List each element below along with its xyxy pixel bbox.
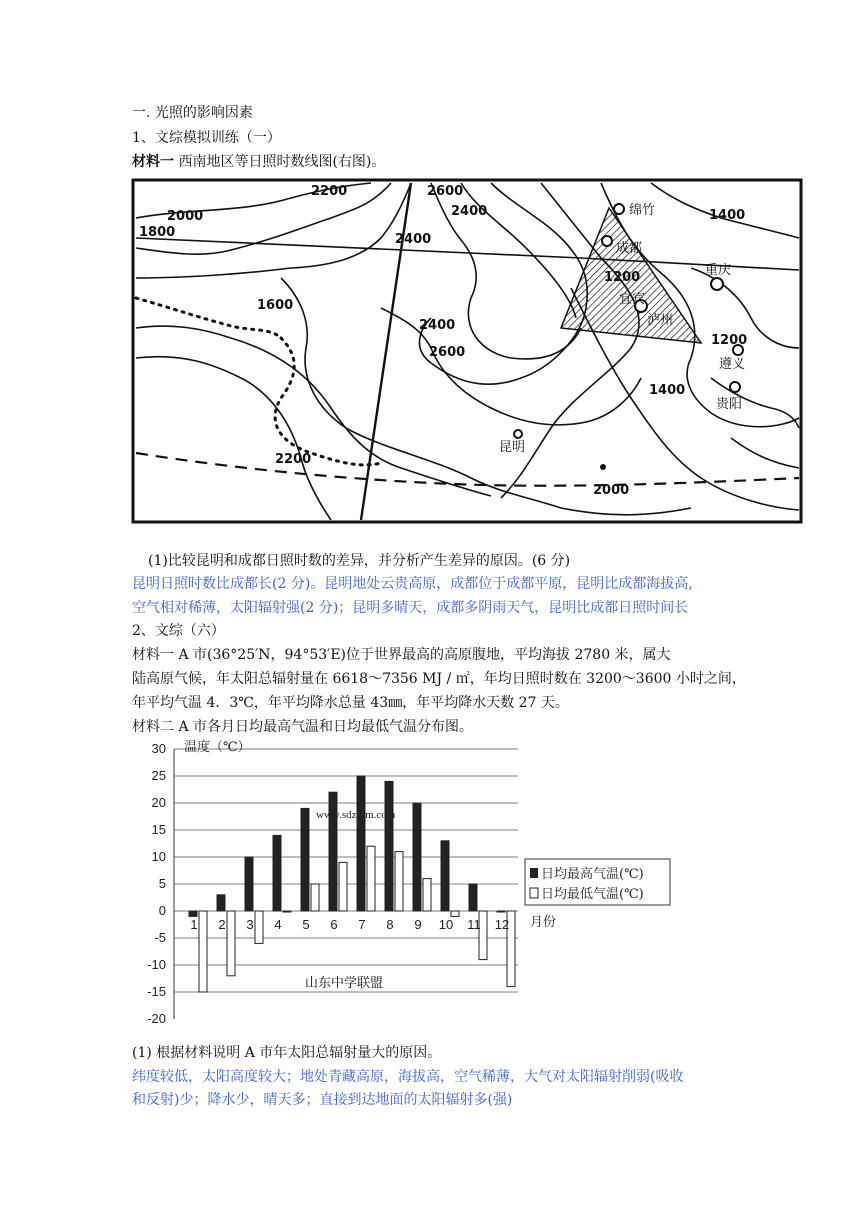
contour-label: 2400: [395, 232, 432, 247]
contour-label: 2200: [311, 184, 348, 199]
contour-label: 2200: [275, 452, 312, 467]
x-tick-labels: [190, 917, 509, 932]
bar-min-temp: [283, 911, 291, 912]
map-frame: [133, 180, 801, 522]
y-tick-label: 5: [158, 876, 166, 891]
contour-label: 2000: [593, 483, 630, 498]
y-tick-label: 0: [158, 903, 166, 918]
bar-min-temp: [255, 911, 263, 943]
y-tick-label: 20: [151, 795, 166, 810]
y-tick-label: -10: [147, 957, 166, 972]
material-label: 材料一: [132, 154, 174, 170]
temperature-chart: [130, 735, 690, 1030]
legend-swatch-min: [530, 888, 538, 898]
contour-label: 2400: [451, 204, 488, 219]
y-tick-label: -5: [154, 930, 166, 945]
bar-min-temp: [395, 852, 403, 911]
city-marker: [602, 236, 612, 246]
x-tick-label: 9: [414, 917, 422, 932]
legend-label-max: 日均最高气温(℃): [541, 867, 644, 882]
x-tick-label: 12: [494, 917, 510, 932]
city-marker: [614, 204, 624, 214]
question-1: (1)比较昆明和成都日照时数的差异，并分析产生差异的原因。(6 分): [148, 553, 571, 569]
contour-label: 2600: [427, 184, 464, 199]
x-tick-label: 8: [386, 917, 394, 932]
bar-max-temp: [245, 857, 253, 911]
section-heading: 一. 光照的影响因素: [132, 105, 253, 121]
x-tick-label: 6: [330, 917, 338, 932]
contour-label: 1200: [604, 270, 641, 285]
city-label-yibin: 宜宾: [619, 292, 646, 307]
contour-label: 1400: [709, 208, 746, 223]
y-tick-label: -20: [147, 1011, 166, 1026]
answer-2-line-1: 纬度较低，太阳高度较大；地处青藏高原，海拔高，空气稀薄，大气对太阳辐射削弱(吸收: [132, 1069, 684, 1085]
y-tick-labels: [147, 741, 166, 1026]
bar-max-temp: [217, 895, 225, 911]
bar-min-temp: [451, 911, 459, 916]
y-tick-label: 25: [151, 768, 166, 783]
bar-max-temp: [441, 841, 449, 911]
bar-max-temp: [301, 808, 309, 911]
bar-min-temp: [311, 884, 319, 911]
point-marker: [600, 464, 606, 470]
x-tick-label: 11: [467, 917, 481, 932]
city-label-zunyi: 遵义: [719, 357, 746, 372]
material-text: 西南地区等日照时数线图(右图)。: [174, 154, 386, 170]
bar-max-temp: [469, 884, 477, 911]
x-axis-label: 月份: [530, 915, 557, 930]
question-2: (1) 根据材料说明 A 市年太阳总辐射量大的原因。: [132, 1045, 442, 1061]
material-one-line-2: 陆高原气候，年太阳总辐射量在 6618～7356 MJ / ㎡，年均日照时数在 3200～3600 小时之间，: [132, 671, 746, 687]
x-tick-label: 10: [438, 917, 454, 932]
contour-label: 2400: [419, 318, 456, 333]
city-marker: [711, 278, 723, 290]
question-source-title: 1、文综模拟训练（一）: [132, 130, 281, 146]
bar-min-temp: [227, 911, 235, 976]
bar-max-temp: [413, 803, 421, 911]
material-one-line-3: 年平均气温 4．3℃，年平均降水总量 43㎜，年平均降水天数 27 天。: [132, 695, 569, 711]
x-tick-label: 4: [274, 917, 282, 932]
legend: [525, 859, 670, 905]
x-tick-label: 1: [190, 917, 198, 932]
y-tick-label: 10: [151, 849, 166, 864]
bar-min-temp: [339, 862, 347, 911]
bar-min-temp: [423, 879, 431, 911]
y-tick-label: 30: [151, 741, 166, 756]
answer-1-line-2: 空气相对稀薄，太阳辐射强(2 分)；昆明多晴天，成都多阴雨天气，昆明比成都日照时间长: [132, 600, 689, 616]
bar-max-temp: [497, 911, 505, 912]
city-label-guiyang: 贵阳: [716, 397, 743, 412]
city-label-kunming: 昆明: [499, 440, 526, 455]
city-label-luzhou: 泸州: [647, 313, 674, 328]
city-label-chongqing: 重庆: [705, 263, 732, 278]
contour-label: 1200: [711, 333, 748, 348]
answer-2-line-2: 和反射)少；降水少，晴天多；直接到达地面的太阳辐射多(强): [132, 1092, 513, 1108]
x-tick-label: 2: [218, 917, 226, 932]
bar-max-temp: [357, 776, 365, 911]
bar-max-temp: [189, 911, 197, 916]
contour-label: 2600: [429, 345, 466, 360]
answer-1-line-1: 昆明日照时数比成都长(2 分)。昆明地处云贵高原，成都位于成都平原，昆明比成都海拔高,: [132, 576, 693, 592]
material-one-line-1: 材料一 A 市(36°25′N，94°53′E)位于世界最高的高原腹地，平均海拔 2780 米，属大: [132, 647, 671, 663]
bar-max-temp: [273, 835, 281, 911]
contour-label: 2000: [167, 209, 204, 224]
question-source-title-2: 2、文综（六）: [132, 623, 225, 639]
bar-min-temp: [199, 911, 207, 992]
city-label-chengdu: 成都: [616, 241, 643, 256]
legend-swatch-max: [530, 868, 538, 878]
x-tick-label: 5: [302, 917, 310, 932]
legend-label-min: 日均最低气温(℃): [541, 887, 644, 902]
material-two-caption: 材料二 A 市各月日均最高气温和日均最低气温分布图。: [132, 719, 474, 735]
x-tick-label: 3: [246, 917, 254, 932]
bar-max-temp: [385, 781, 393, 911]
contour-label: 1600: [257, 298, 294, 313]
material-one-caption: [132, 153, 385, 171]
chart-title: 温度（℃）: [184, 740, 251, 755]
watermark-text: 山东中学联盟: [305, 976, 384, 991]
x-tick-label: 7: [358, 917, 366, 932]
y-tick-label: -15: [147, 984, 166, 999]
bar-min-temp: [367, 846, 375, 911]
contour-label: 1400: [649, 383, 686, 398]
city-label-mianzhu: 绵竹: [629, 203, 656, 218]
contour-label: 1800: [139, 225, 176, 240]
watermark-url: www.sdzxlm.com: [316, 809, 396, 821]
y-tick-label: 15: [151, 822, 166, 837]
city-marker: [514, 430, 522, 438]
sunshine-isoline-map: [131, 178, 803, 524]
city-marker: [730, 382, 740, 392]
